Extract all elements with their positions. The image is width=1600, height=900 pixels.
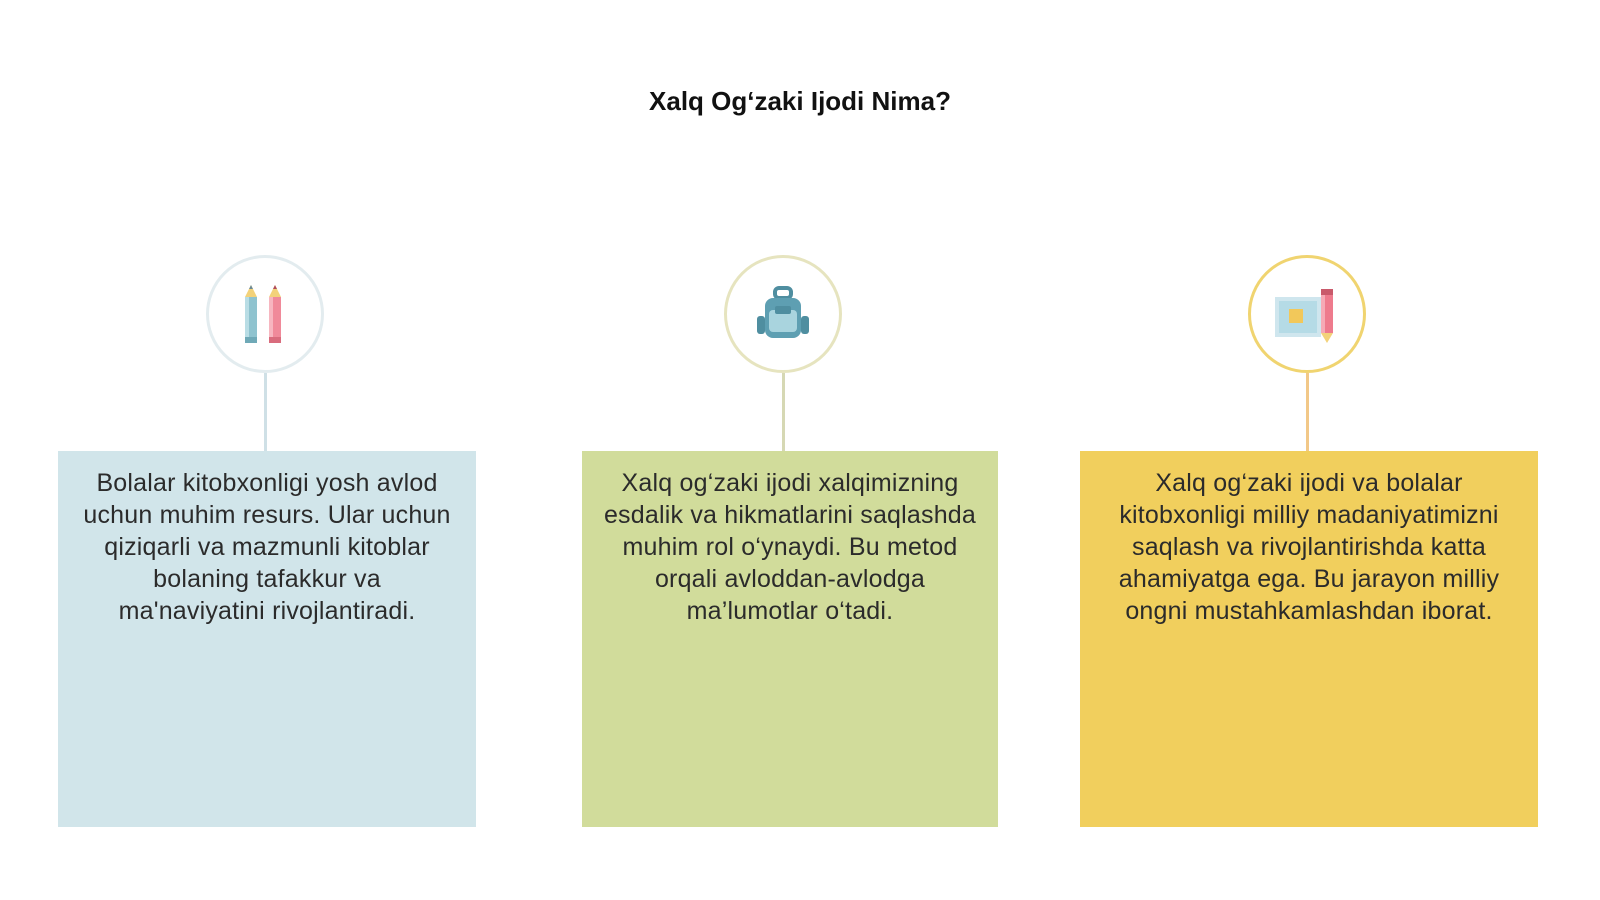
pencils-icon [206, 255, 324, 373]
connector-line [264, 373, 267, 451]
card-text: Xalq og‘zaki ijodi va bolalar kitobxonligi milliy madaniyatimizni saqlash va rivojlantirishda katta ahamiyatga ega. Bu jarayon milliy ongni mustahkamlashdan iborat. [1118, 469, 1500, 625]
info-card [582, 451, 998, 827]
card-text: Bolalar kitobxonligi yosh avlod uchun muhim resurs. Ular uchun qiziqarli va mazmunli kitoblar bolaning tafakkur va ma'naviyatini rivojlantiradi. [83, 469, 451, 625]
connector-line [782, 373, 785, 451]
backpack-icon [724, 255, 842, 373]
info-card [58, 451, 476, 827]
slide-title: Xalq Og‘zaki Ijodi Nima? [649, 86, 951, 116]
drawing-pencil-icon [1248, 255, 1366, 373]
connector-line [1306, 373, 1309, 451]
info-card [1080, 451, 1538, 827]
card-text: Xalq og‘zaki ijodi xalqimizning esdalik va hikmatlarini saqlashda muhim rol o‘ynaydi. Bu metod orqali avloddan-avlodga ma’lumotlar o‘tadi. [603, 469, 977, 625]
